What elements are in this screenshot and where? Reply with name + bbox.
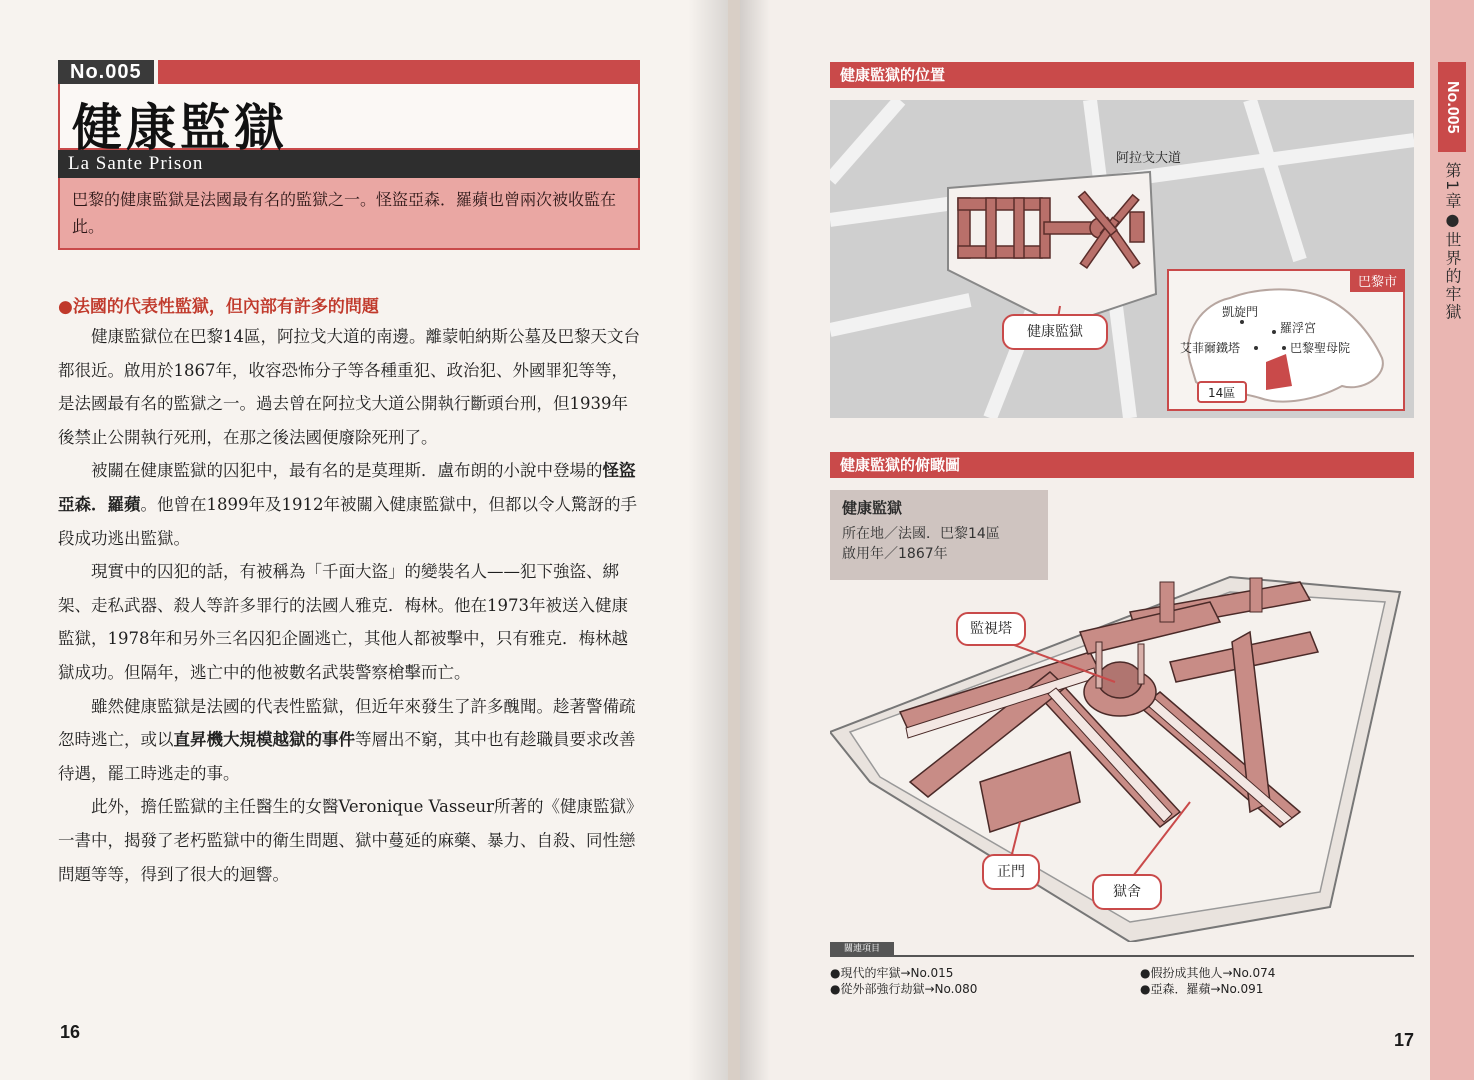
page-number: 17 xyxy=(1394,1030,1415,1050)
article-body xyxy=(58,320,640,891)
street-label: 阿拉戈大道 xyxy=(1116,151,1182,166)
gate-callout: 正門 xyxy=(982,854,1040,890)
summary-text: 巴黎的健康監獄是法國最有名的監獄之一。怪盜亞森．羅蘋也曾兩次被收監在此。 xyxy=(58,178,640,250)
paragraph: 現實中的囚犯的話，有被稱為「千面大盜」的變裝名人——犯下強盜、綁架、走私武器、殺人等許多罪行的法國人雅克．梅林。他在1973年被送入健康監獄，1978年和另外三名囚犯企圖逃亡，其他人都被擊中，只有雅克．梅林越獄成功。但隔年，逃亡中的他被數名武裝警察槍擊而亡。 xyxy=(58,562,628,682)
paragraph: 健康監獄位在巴黎14區，阿拉戈大道的南邊。離蒙帕納斯公墓及巴黎天文台都很近。啟用於1867年，收容恐怖分子等各種重犯、政治犯、外國罪犯等等，是法國最有名的監獄之一。過去曾在阿拉戈大道公開執行斷頭台刑，但1939年後禁止公開執行死刑，在那之後法國便廢除死刑了。 xyxy=(58,327,640,447)
related-items xyxy=(830,942,1414,996)
page-number: 16 xyxy=(60,1022,81,1042)
prison-callout: 健康監獄 xyxy=(1002,314,1108,350)
paragraph: 被關在健康監獄的囚犯中，最有名的是莫理斯．盧布朗的小說中登場的怪盜亞森．羅蘋。他曾在1899年及1912年被關入健康監獄中，但都以令人驚訝的手段成功逃出監獄。 xyxy=(58,461,637,548)
page-title: 健康監獄 xyxy=(72,98,288,157)
chapter-side-tab xyxy=(1430,0,1474,1080)
header-red-bar xyxy=(158,60,640,84)
district-label: 14區 xyxy=(1208,386,1236,400)
cells-callout: 獄舍 xyxy=(1092,874,1162,910)
section-heading: ●法國的代表性監獄，但內部有許多的問題 xyxy=(58,297,379,317)
side-tab-number: No.005 xyxy=(1438,62,1466,152)
related-tag: 關連項目 xyxy=(830,942,894,956)
english-subtitle: La Sante Prison xyxy=(58,150,640,178)
info-card-opened: 啟用年／1867年 xyxy=(842,546,948,562)
title-box xyxy=(58,84,640,157)
related-item: ●假扮成其他人→No.074 xyxy=(1140,966,1276,980)
inset-label-eiffel: 艾菲爾鐵塔 xyxy=(1180,341,1241,355)
map-section-title: 健康監獄的位置 xyxy=(830,62,1414,88)
article-header xyxy=(58,60,640,250)
gutter-shadow xyxy=(740,0,770,1080)
info-card-name: 健康監獄 xyxy=(842,499,903,517)
inset-label-notredame: 巴黎聖母院 xyxy=(1290,341,1351,355)
tower-callout: 監視塔 xyxy=(956,612,1026,646)
paris-inset xyxy=(1168,270,1404,410)
gutter-shadow xyxy=(688,0,728,1080)
inset-title: 巴黎市 xyxy=(1358,275,1398,290)
paragraph: 雖然健康監獄是法國的代表性監獄，但近年來發生了許多醜聞。趁著警備疏忽時逃亡，或以直昇機大規模越獄的事件等層出不窮，其中也有趁職員要求改善待遇，罷工時逃走的事。 xyxy=(58,696,636,783)
related-divider xyxy=(830,955,1414,957)
entry-number: No.005 xyxy=(58,60,154,84)
location-map xyxy=(830,100,1414,418)
aerial-view xyxy=(830,482,1414,942)
related-item: ●從外部強行劫獄→No.080 xyxy=(830,982,978,996)
inset-label-arc: 凱旋門 xyxy=(1222,305,1259,319)
map-illustration xyxy=(830,100,1414,418)
related-item: ●亞森．羅蘋→No.091 xyxy=(1140,982,1264,996)
side-tab-chapter: 第1章●世界的牢獄 xyxy=(1443,162,1462,322)
aerial-section-title: 健康監獄的俯瞰圖 xyxy=(830,452,1414,478)
inset-label-louvre: 羅浮宮 xyxy=(1280,321,1317,335)
emphasis-text: 怪盜亞森．羅蘋 xyxy=(58,461,636,514)
left-page xyxy=(0,0,728,1080)
right-page xyxy=(740,0,1474,1080)
prison-aerial-illustration xyxy=(830,482,1414,942)
emphasis-text: 直昇機大規模越獄的事件 xyxy=(173,730,355,750)
paragraph: 此外，擔任監獄的主任醫生的女醫Veronique Vasseur所著的《健康監獄》一書中，揭發了老朽監獄中的衛生問題、獄中蔓延的麻藥、暴力、自殺、同性戀問題等等，得到了很大的迴響。 xyxy=(58,797,636,884)
related-item: ●現代的牢獄→No.015 xyxy=(830,966,954,980)
info-card-location: 所在地／法國．巴黎14區 xyxy=(842,526,1000,542)
